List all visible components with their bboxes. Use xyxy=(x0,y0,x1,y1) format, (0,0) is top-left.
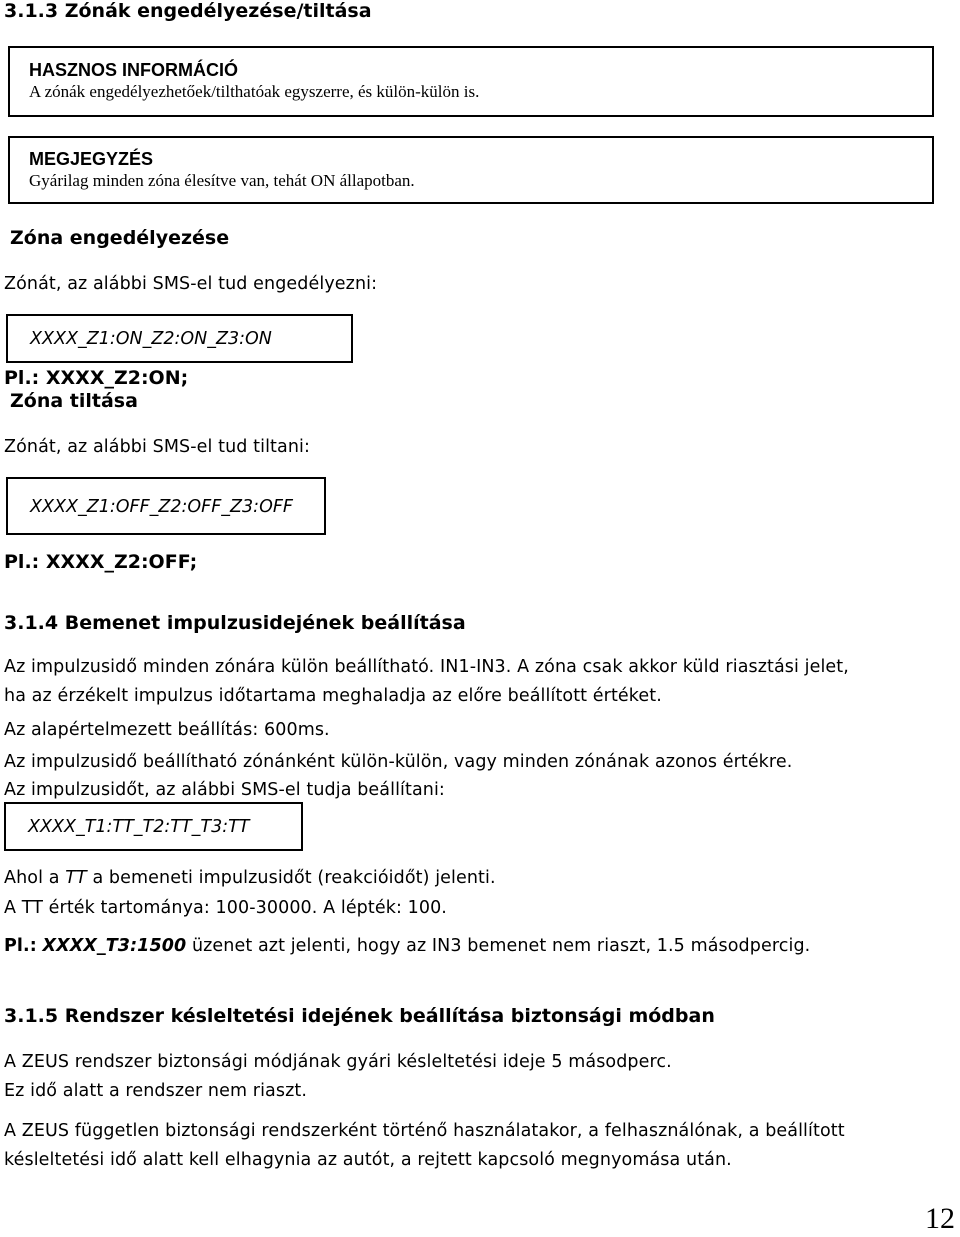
paragraph-line: Az impulzusidő beállítható zónánként külön-külön, vagy minden zónának azonos értékre. xyxy=(4,752,793,772)
timing-code: XXXX_T1:TT_T2:TT_T3:TT xyxy=(28,817,250,837)
disable-code-box xyxy=(6,477,326,535)
paragraph-line: A ZEUS független biztonsági rendszerként történő használatakor, a felhasználónak, a beállított xyxy=(4,1121,845,1141)
timing-code-box xyxy=(4,802,303,851)
info-box xyxy=(8,46,934,117)
paragraph-line: A ZEUS rendszer biztonsági módjának gyári késleltetési ideje 5 másodperc. xyxy=(4,1052,672,1072)
where-pre: Ahol a xyxy=(4,868,66,888)
section-heading-314: 3.1.4 Bemenet impulzusidejének beállítása xyxy=(4,612,466,634)
note-text: Gyárilag minden zóna élesítve van, tehát ON állapotban. xyxy=(29,171,415,190)
example-label: Pl.: xyxy=(4,936,37,956)
example-line xyxy=(4,936,810,956)
disable-text: Zónát, az alábbi SMS-el tud tiltani: xyxy=(4,437,310,457)
where-post: a bemeneti impulzusidőt (reakcióidőt) jelenti. xyxy=(86,868,496,888)
info-title: HASZNOS INFORMÁCIÓ xyxy=(29,60,238,80)
enable-code-box xyxy=(6,314,353,363)
enable-heading: Zóna engedélyezése xyxy=(10,227,230,249)
section-heading-313: 3.1.3 Zónák engedélyezése/tiltása xyxy=(4,0,372,22)
paragraph-line: késleltetési idő alatt kell elhagynia az autót, a rejtett kapcsoló megnyomása után. xyxy=(4,1150,732,1170)
page-number: 12 xyxy=(925,1202,955,1235)
paragraph-line: A TT érték tartománya: 100-30000. A lépték: 100. xyxy=(4,898,447,918)
disable-example: Pl.: XXXX_Z2:OFF; xyxy=(4,551,198,573)
paragraph-line: ha az érzékelt impulzus időtartama meghaladja az előre beállított értéket. xyxy=(4,686,662,706)
paragraph-line xyxy=(4,868,496,888)
disable-code: XXXX_Z1:OFF_Z2:OFF_Z3:OFF xyxy=(30,497,293,517)
paragraph-line: Az impulzusidőt, az alábbi SMS-el tudja beállítani: xyxy=(4,780,445,800)
note-box xyxy=(8,136,934,204)
note-title: MEGJEGYZÉS xyxy=(29,149,154,169)
paragraph-line: Az impulzusidő minden zónára külön beállítható. IN1-IN3. A zóna csak akkor küld riasztási jelet, xyxy=(4,657,849,677)
example-text: üzenet azt jelenti, hogy az IN3 bemenet nem riaszt, 1.5 másodpercig. xyxy=(186,936,811,956)
paragraph-line: Ez idő alatt a rendszer nem riaszt. xyxy=(4,1081,308,1101)
section-heading-315: 3.1.5 Rendszer késleltetési idejének beállítása biztonsági módban xyxy=(4,1005,715,1027)
info-text: A zónák engedélyezhetőek/tilthatóak egyszerre, és külön-külön is. xyxy=(29,82,480,101)
enable-example: Pl.: XXXX_Z2:ON; xyxy=(4,367,189,389)
enable-text: Zónát, az alábbi SMS-el tud engedélyezni: xyxy=(4,274,378,294)
disable-heading: Zóna tiltása xyxy=(10,390,138,412)
enable-code: XXXX_Z1:ON_Z2:ON_Z3:ON xyxy=(30,329,272,349)
where-tt: TT xyxy=(65,868,87,888)
paragraph-line: Az alapértelmezett beállítás: 600ms. xyxy=(4,720,330,740)
example-code: XXXX_T3:1500 xyxy=(42,936,187,956)
